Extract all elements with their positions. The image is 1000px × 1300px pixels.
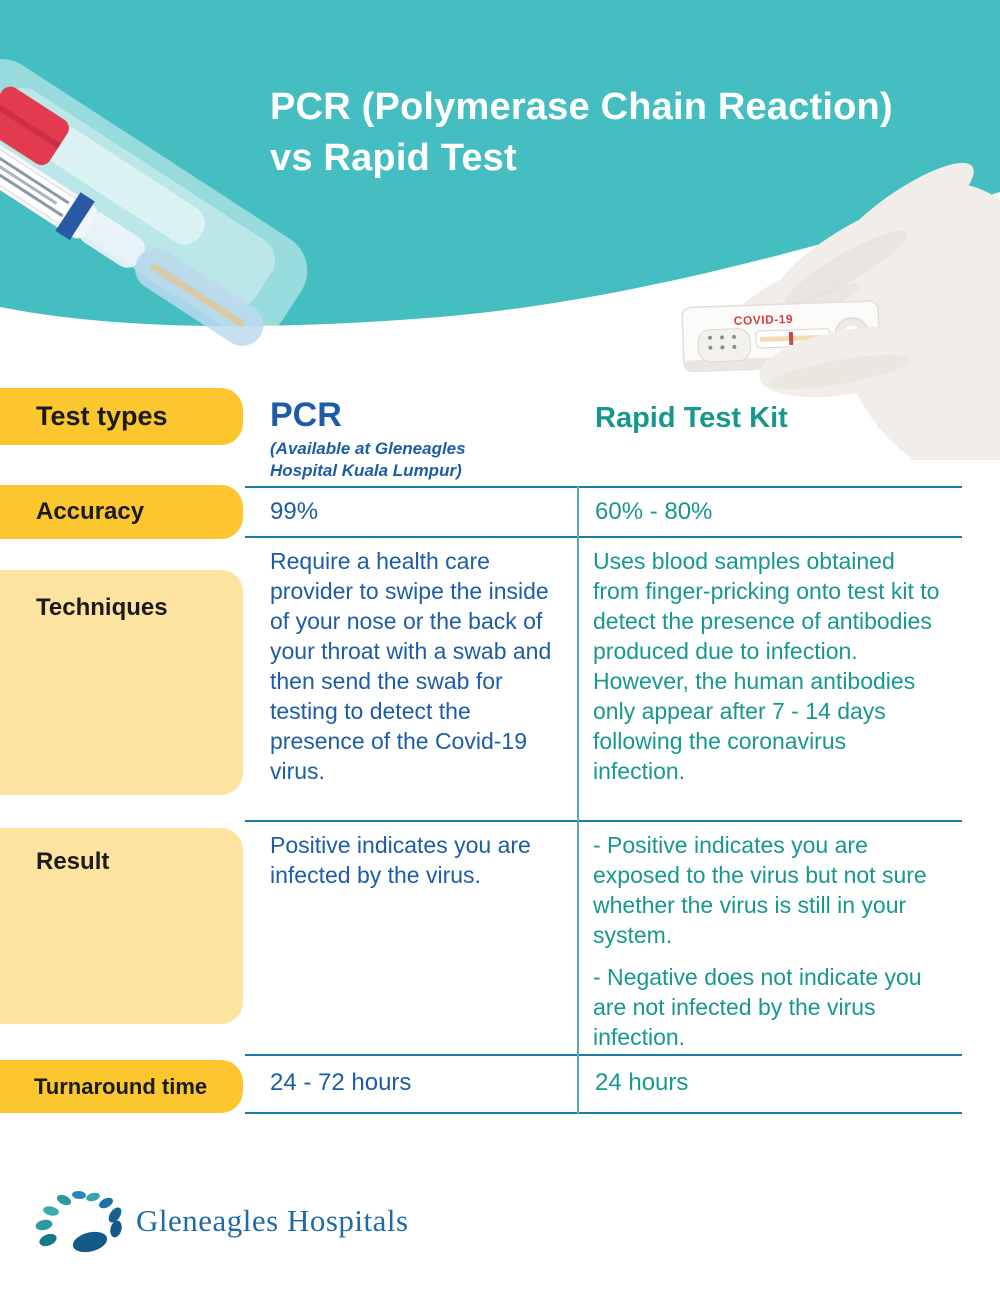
- rapid-result-point-negative: - Negative does not indicate you are not infected by the virus infection.: [593, 964, 922, 1050]
- page-title: [270, 82, 950, 184]
- row-label-turnaround-time: [0, 1060, 243, 1113]
- row-label-result: [0, 828, 243, 1024]
- rapid-result-point-positive: - Positive indicates you are exposed to the virus but not sure whether the virus is still in your system.: [593, 832, 927, 948]
- row-label-text: Result: [36, 848, 110, 875]
- pcr-column-subtitle: (Available at Gleneagles Hospital Kuala Lumpur): [270, 439, 466, 480]
- row-label-text: Techniques: [36, 594, 168, 621]
- rapid-result-text: [593, 830, 929, 1064]
- row-label-accuracy: [0, 485, 243, 539]
- brand-name: Gleneagles Hospitals: [136, 1203, 409, 1238]
- rapid-accuracy-value: 60% - 80%: [595, 498, 713, 525]
- pcr-result-text: Positive indicates you are infected by the virus.: [270, 832, 531, 888]
- page-title-line2: vs Rapid Test: [270, 137, 517, 179]
- row-label-text: Test types: [36, 401, 168, 431]
- pcr-techniques-text: Require a health care provider to swipe the inside of your nose or the back of your throat with a swab and then send the swab for testing to detect the presence of the Covid-19 virus.: [270, 548, 552, 784]
- gleneagles-logo-icon: [34, 1186, 126, 1260]
- table-divider-line: [245, 1112, 962, 1114]
- cassette-label: COVID-19: [733, 311, 794, 328]
- pcr-column-header: [270, 396, 485, 482]
- rapid-turnaround-value: 24 hours: [595, 1069, 689, 1096]
- pcr-column-title: PCR: [270, 396, 342, 434]
- rapid-column-header: Rapid Test Kit: [595, 402, 788, 434]
- table-divider-line: [245, 820, 962, 822]
- pcr-accuracy-value: 99%: [270, 498, 319, 525]
- row-label-text: Accuracy: [36, 498, 145, 525]
- rapid-techniques-text: Uses blood samples obtained from finger-pricking onto test kit to detect the presence of antibodies produced due to infection. However, the human antibodies only appear after 7 - 14 days following the coronavirus infection.: [593, 548, 940, 784]
- table-divider-line: [245, 536, 962, 538]
- table-divider-line: [245, 486, 962, 488]
- page-title-line1: PCR (Polymerase Chain Reaction): [270, 86, 893, 128]
- pcr-turnaround-value: 24 - 72 hours: [270, 1069, 412, 1096]
- row-label-text: Turnaround time: [34, 1073, 208, 1099]
- row-label-test-types: [0, 388, 243, 445]
- row-label-techniques: [0, 570, 243, 795]
- table-column-divider: [577, 486, 579, 1114]
